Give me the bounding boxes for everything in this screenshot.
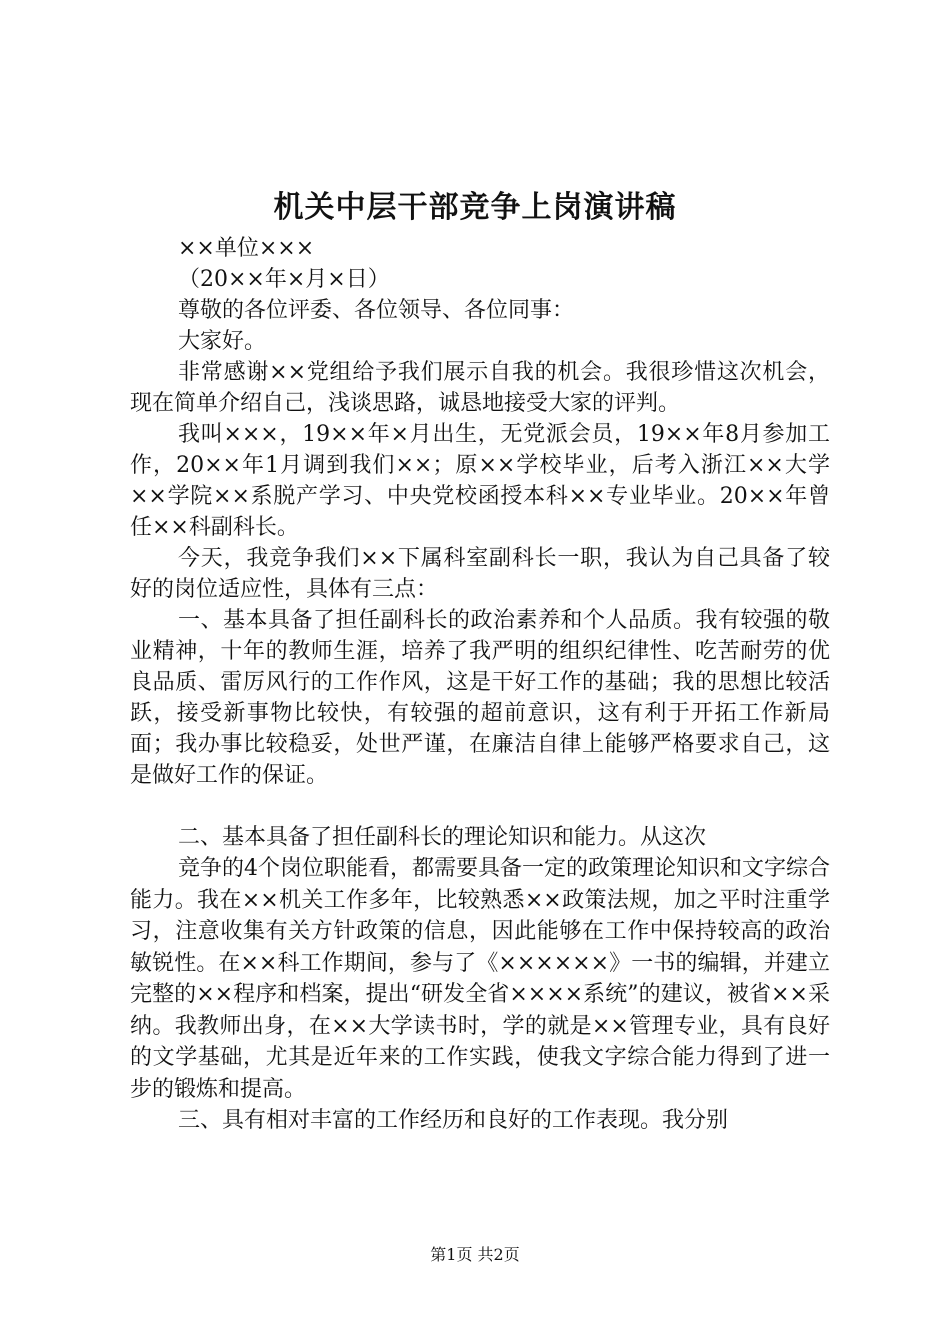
paragraph-point-two-heading: 二、基本具备了担任副科长的理论知识和能力。从这次: [178, 825, 707, 850]
paragraph-point-two: 竞争的4个岗位职能看，都需要具备一定的政策理论知识和文字综合能力。我在××机关工作多年，比较熟悉××政策法规，加之平时注重学习，注意收集有关方针政策的信息，因此能够在工作中保持较高的政治敏锐性。在××科工作期间，参与了《××××××》一书的编辑，并建立完整的××程序和档案，提出“研发全省××××系统”的建议，被省××采纳。我教师出身，在××大学读书时，学的就是××管理专业，具有良好的文学基础，尤其是近年来的工作实践，使我文字综合能力得到了进一步的锻炼和提高。: [130, 856, 830, 1102]
page-number: 第1页 共2页: [430, 1245, 520, 1264]
document-body: [130, 233, 830, 1136]
paragraph-self-intro: 我叫×××，19××年×月出生，无党派会员，19××年8月参加工作，20××年1月调到我们××；原××学校毕业，后考入浙江××大学××学院××系脱产学习、中央党校函授本科××专业毕业。20××年曾任××科副科长。: [130, 422, 830, 540]
paragraph-thanks: 非常感谢××党组给予我们展示自我的机会。我很珍惜这次机会，现在简单介绍自己，浅谈思路，诚恳地接受大家的评判。: [130, 360, 830, 416]
date-line: （20××年×月×日）: [178, 267, 390, 292]
paragraph-spacer: [130, 791, 830, 822]
paragraph-point-one: 一、基本具备了担任副科长的政治素养和个人品质。我有较强的敬业精神，十年的教师生涯，培养了我严明的组织纪律性、吃苦耐劳的优良品质、雷厉风行的工作作风，这是干好工作的基础；我的思想比较活跃，接受新事物比较快，有较强的超前意识，这有利于开拓工作新局面；我办事比较稳妥，处世严谨，在廉洁自律上能够严格要求自己，这是做好工作的保证。: [130, 608, 830, 788]
document-title: 机关中层干部竞争上岗演讲稿: [273, 190, 677, 225]
salutation: 尊敬的各位评委、各位领导、各位同事：: [178, 298, 575, 323]
paragraph-position: 今天，我竞争我们××下属科室副科长一职，我认为自己具备了较好的岗位适应性，具体有三点：: [130, 546, 830, 602]
greeting: 大家好。: [178, 329, 267, 354]
paragraph-point-three: 三、具有相对丰富的工作经历和良好的工作表现。我分别: [178, 1108, 729, 1133]
author-line: ××单位×××: [178, 236, 315, 261]
